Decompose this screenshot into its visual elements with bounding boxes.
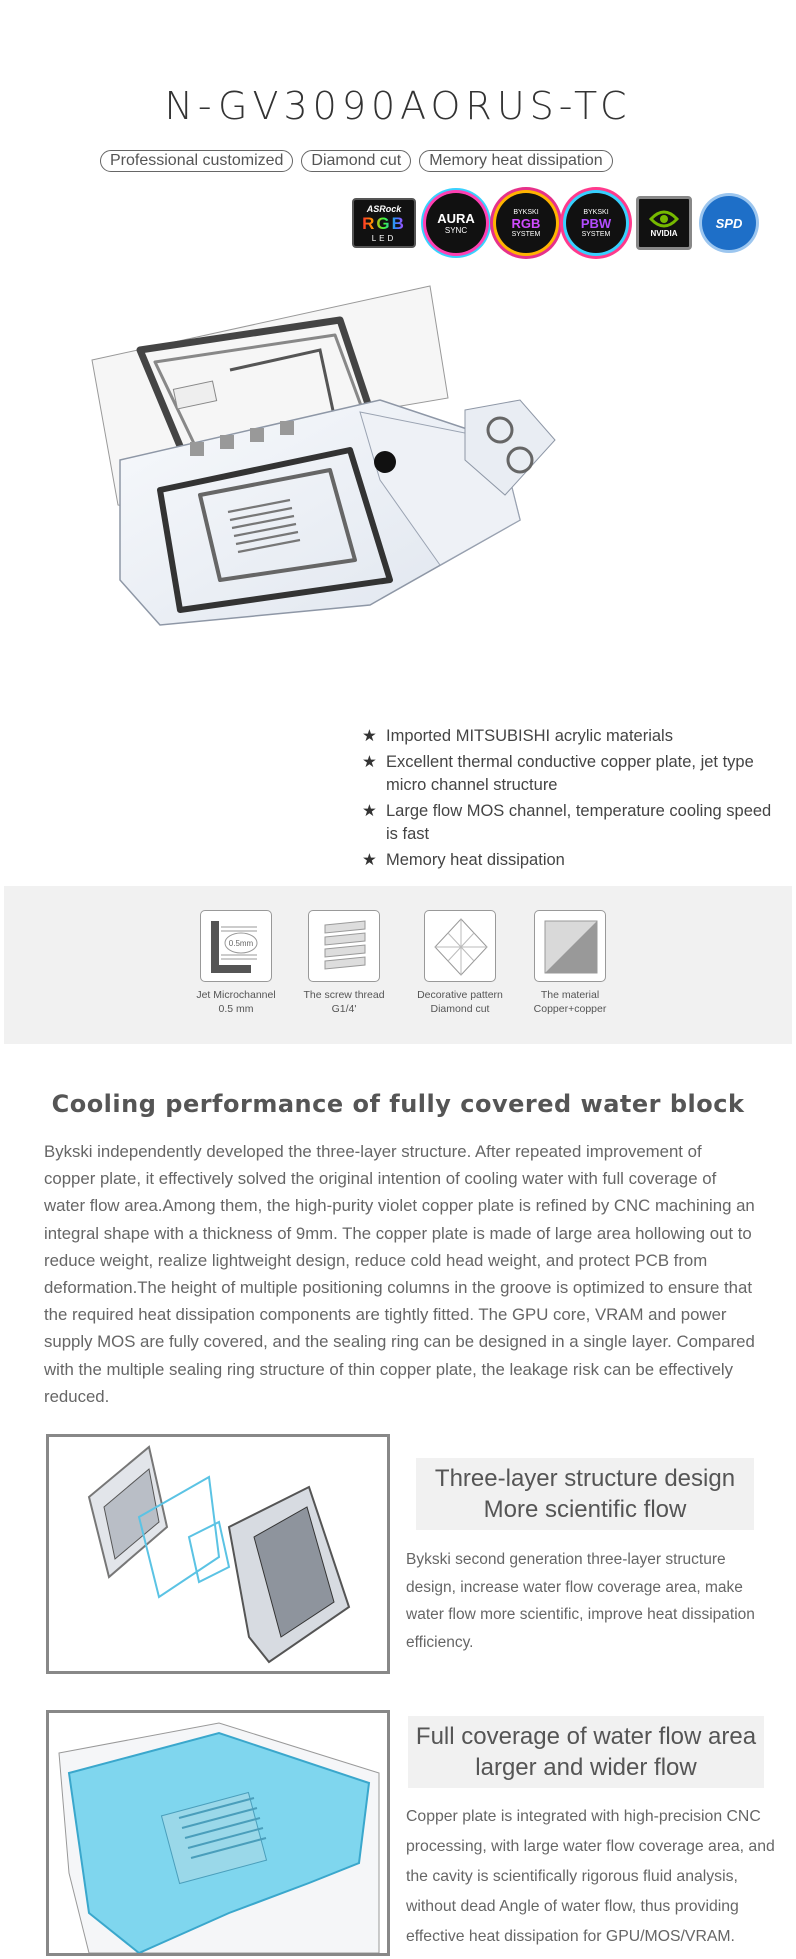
full-coverage-body: Copper plate is integrated with high-precision CNC processing, with large water flow coverage area, and the cavity is scientifically rigorous fluid analysis, without dead Angle of water flow, thus providing effective heat dissipation for GPU/MOS/VRAM. bbox=[406, 1808, 775, 1945]
spec-label-line1: Jet Microchannel bbox=[196, 989, 276, 1001]
spec-label bbox=[510, 988, 630, 1016]
bykski-rgb-brand: BYKSKI bbox=[513, 208, 539, 216]
microchannel-size-label: 0.5mm bbox=[228, 939, 254, 948]
asrock-label: ASRock bbox=[366, 203, 402, 214]
asrock-led-label: LED bbox=[371, 233, 397, 243]
screw-thread-icon bbox=[308, 910, 380, 982]
microchannel-icon bbox=[200, 910, 272, 982]
three-layer-heading bbox=[416, 1458, 754, 1530]
star-icon: ★ bbox=[362, 727, 377, 745]
bykski-rgb-system: SYSTEM bbox=[511, 230, 541, 238]
diamond-pattern-icon bbox=[424, 910, 496, 982]
aura-sync-logo bbox=[426, 193, 486, 253]
feature-text: Memory heat dissipation bbox=[386, 851, 565, 869]
full-coverage-heading bbox=[408, 1716, 764, 1788]
spd-logo bbox=[702, 196, 756, 250]
asrock-rgb-label: RGB bbox=[362, 213, 406, 233]
heading-line2: larger and wider flow bbox=[475, 1754, 697, 1781]
nvidia-logo bbox=[636, 196, 692, 250]
model-title: N-GV3090AORUS-TC bbox=[164, 84, 632, 128]
spec-label bbox=[284, 988, 404, 1016]
asrock-rgb-led-logo bbox=[352, 198, 416, 248]
sync-label: SYNC bbox=[444, 226, 468, 235]
spec-label-line2: Diamond cut bbox=[430, 1003, 490, 1015]
feature-list bbox=[362, 725, 782, 875]
tag-memory-heat: Memory heat dissipation bbox=[419, 150, 612, 172]
water-block-exploded-illustration bbox=[80, 280, 760, 750]
bykski-rgb-system-logo bbox=[496, 193, 556, 253]
feature-item bbox=[362, 751, 782, 797]
feature-text: Excellent thermal conductive copper plate, jet type micro channel structure bbox=[386, 753, 754, 794]
spec-label bbox=[176, 988, 296, 1016]
cooling-intro-paragraph: Bykski independently developed the three-layer structure. After repeated improvement of copper plate, it effectively solved the original intention of cooling water with full coverage of water flow area.Among them, the high-purity violet copper plate is refined by CNC machining an integral shape with a thickness of 9mm. The copper plate is made of large area hollowing out to reduce weight, realize lightweight design, reduce cold head weight, and protect PCB from deformation.The height of multiple positioning columns in the groove is optimized to ensure that the required heat dissipation components are tightly fitted. The GPU core, VRAM and power supply MOS are fully covered, and the sealing ring can be designed in a single layer. Compared with the multiple sealing ring structure of thin copper plate, the leakage risk can be effectively reduced. bbox=[44, 1142, 755, 1406]
nvidia-eye-icon bbox=[649, 209, 679, 229]
spec-jet-microchannel bbox=[176, 910, 296, 1016]
feature-text: Imported MITSUBISHI acrylic materials bbox=[386, 727, 673, 745]
heading-line2: More scientific flow bbox=[483, 1496, 687, 1523]
bykski-pbw-brand: BYKSKI bbox=[583, 208, 609, 216]
spec-label-line2: 0.5 mm bbox=[218, 1003, 254, 1015]
heading-line1: Full coverage of water flow area bbox=[415, 1723, 757, 1750]
tag-row bbox=[100, 150, 613, 172]
full-coverage-flow-image bbox=[46, 1710, 390, 1956]
star-icon: ★ bbox=[362, 851, 377, 869]
bykski-pbw-system: SYSTEM bbox=[581, 230, 611, 238]
nvidia-label: NVIDIA bbox=[650, 228, 678, 238]
bykski-rgb-label: RGB bbox=[511, 215, 541, 231]
compatibility-badges bbox=[352, 193, 756, 253]
spec-label-line1: Decorative pattern bbox=[417, 989, 503, 1001]
spd-label: SPD bbox=[715, 215, 743, 231]
three-layer-structure-image bbox=[46, 1434, 390, 1674]
cooling-section-title: Cooling performance of fully covered water block bbox=[51, 1090, 745, 1118]
spec-screw-thread bbox=[284, 910, 404, 1016]
heading-line1: Three-layer structure design bbox=[434, 1465, 736, 1492]
bykski-pbw-system-logo bbox=[566, 193, 626, 253]
spec-band bbox=[4, 886, 792, 1044]
feature-item bbox=[362, 849, 782, 872]
feature-text: Large flow MOS channel, temperature cooling speed is fast bbox=[386, 802, 772, 843]
spec-label-line2: G1/4' bbox=[331, 1003, 357, 1015]
feature-item bbox=[362, 800, 782, 846]
spec-decorative-pattern bbox=[400, 910, 520, 1016]
spec-material bbox=[510, 910, 630, 1016]
star-icon: ★ bbox=[362, 802, 377, 820]
spec-label-line1: The screw thread bbox=[303, 989, 385, 1001]
material-swatch-icon bbox=[534, 910, 606, 982]
three-layer-body: Bykski second generation three-layer structure design, increase water flow coverage area, make water flow more scientific, improve heat dissipation efficiency. bbox=[406, 1551, 755, 1651]
spec-label bbox=[400, 988, 520, 1016]
spec-label-line2: Copper+copper bbox=[533, 1003, 607, 1015]
tag-professional: Professional customized bbox=[100, 150, 293, 172]
star-icon: ★ bbox=[362, 753, 377, 771]
bykski-pbw-label: PBW bbox=[580, 215, 612, 231]
tag-diamond-cut: Diamond cut bbox=[301, 150, 411, 172]
spec-label-line1: The material bbox=[540, 989, 600, 1001]
feature-item bbox=[362, 725, 782, 748]
aura-label: AURA bbox=[437, 211, 475, 226]
